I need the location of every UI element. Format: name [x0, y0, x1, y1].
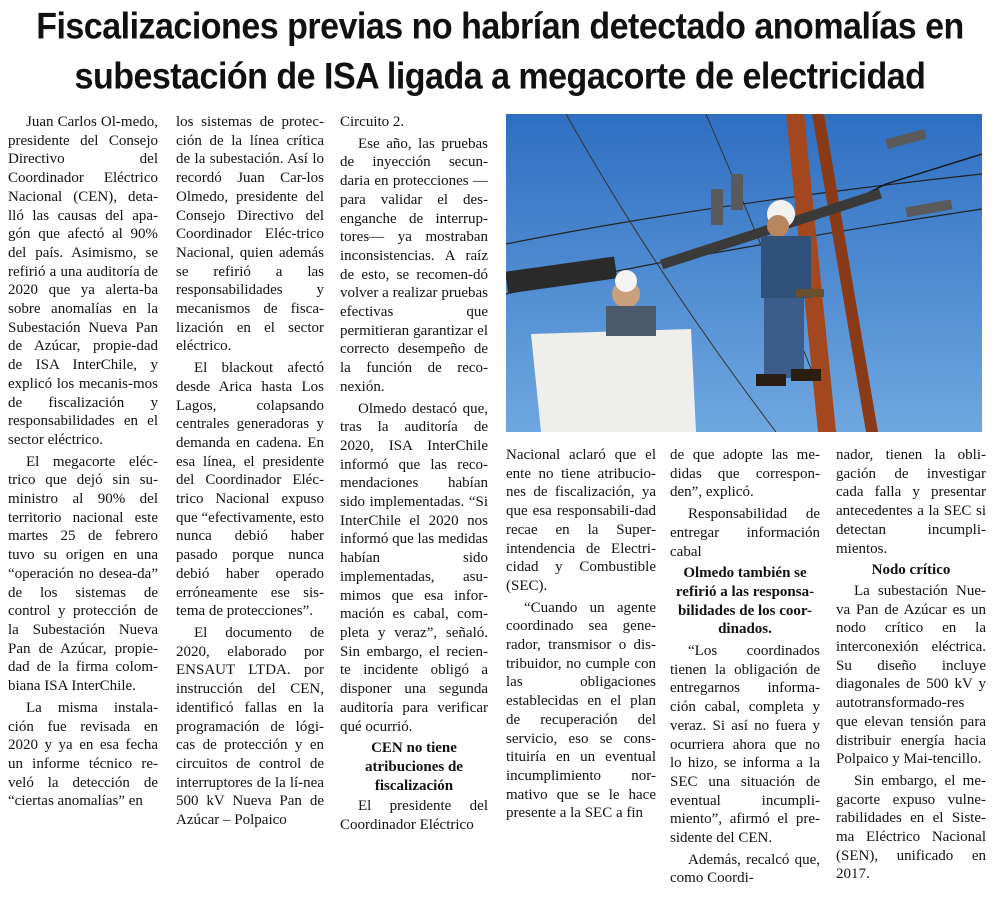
paragraph: de que adopte las me-didas que correspon-den”, explicó. [670, 447, 820, 501]
article-column-1 [8, 113, 158, 814]
paragraph: La subestación Nue-va Pan de Azúcar es un nodo crítico en la interconexión eléctrica. Su diseño incluye diagonales de 500 kV y autotransformado-res que elevan tensión para distribuir energía hacia Polpaico y Mai-tencillo. [836, 582, 986, 768]
article-column-5 [670, 446, 820, 891]
paragraph: Circuito 2. [340, 114, 405, 130]
lineman-photo-icon [506, 114, 982, 432]
paragraph: Sin embargo, el me-gacorte expuso vulne-rabilidades en el Siste-ma Eléctrico Nacional (SEN), unificado en 2017. [836, 772, 986, 883]
paragraph: los sistemas de protec-ción de la línea crítica de la subestación. Así lo recordó Juan Car-los Olmedo, presidente del Consejo Directivo del Coordinador Eléc-trico Nacional, quien además se refirió a las responsabilidades y mecanismos de fisca-lización en el sector eléctrico. [176, 114, 324, 355]
paragraph: Además, recalcó que, como Coordi- [670, 851, 820, 887]
article-column-6 [836, 446, 986, 887]
paragraph: nador, tienen la obli-gación de investigar cada falla y presentar antecedentes a la SEC si detectan incumpli-mientos. [836, 447, 986, 557]
paragraph: La misma instala-ción fue revisada en 2020 y ya en esa fecha un informe técnico re-veló la detección de “ciertas anomalías” en [8, 699, 158, 810]
article-column-2 [176, 113, 324, 833]
paragraph: Responsabilidad de entregar información cabal [670, 506, 820, 560]
headline: Fiscalizaciones previas no habrían detectado anomalías en subestación de ISA ligada a megacorte de electricidad [36, 6, 964, 98]
article-column-3 [340, 113, 488, 838]
subheading-cen-fiscalizacion: CEN no tiene atribuciones de fiscalización [365, 740, 463, 794]
paragraph: Juan Carlos Ol-medo, presidente del Consejo Directivo del Coordinador Eléctrico Nacional (CEN), deta-lló las causas del apa-gón que afectó al 90% del país. Asimismo, se refirió a una auditoría de 2020 que ya alerta-ba sobre anomalías en la Subestación Nueva Pan de Azúcar, propie-dad de ISA InterChile, y explicó los mecanis-mos de fiscalización y responsabilidades en el sector eléctrico. [8, 114, 158, 448]
paragraph: El blackout afectó desde Arica hasta Los Lagos, colapsando centrales generadoras y demanda en cadena. En esa línea, el presidente del Coordinador Eléc-trico Nacional expuso que “efectivamente, esto nunca debió haber pasado porque nunca debió haber operado erróneamente ese sis-tema de protecciones”. [176, 360, 324, 620]
article-column-4 [506, 446, 656, 826]
paragraph: “Los coordinados tienen la obligación de entregarnos informa-ción cabal, completa y veraz. Si así no fuera y ocurriera ahora que no lo hizo, se informa a la SEC una situación de eventual incumpli-miento”, afirmó el pre-sidente del CEN. [670, 643, 820, 847]
lead-paragraph: Olmedo también se refirió a las responsa-bilidades de los coor-dinados. [675, 565, 815, 638]
paragraph: Olmedo destacó que, tras la auditoría de 2020, ISA InterChile informó que las reco-mendaciones habían sido implementadas. “Si InterChile el 2020 nos informó que las medidas habían sido implementadas, asu-mimos que esa infor-mación es cabal, com-pleta y veraz”, señaló. Sin embargo, el recien-te incidente obligó a disponer una segunda auditoría para verificar qué ocurrió. [340, 400, 488, 735]
paragraph: El megacorte eléc-trico que dejó sin su-ministro al 90% del territorio nacional este martes 25 de febrero tuvo su origen en una “operación no desea-da” de los sistemas de control y protección de la Subestación Nueva Pan de Azúcar, propie-dad de la firma colom-biana ISA InterChile. [8, 453, 158, 695]
paragraph: Ese año, las pruebas de inyección secun-daria en protecciones —para validar el des-enganche de interrup-tores— ya mostraban inconsistencias. A raíz de esto, se recomen-dó volver a realizar pruebas efectivas que permitieran garantizar el correcto desempeño de la función de reco-nexión. [340, 135, 488, 395]
paragraph: El documento de 2020, elaborado por ENSAUT LTDA. por instrucción del CEN, identificó fallas en la programación de lógi-cas de protección y en circuitos de control de interruptores de la lí-nea 500 kV Nueva Pan de Azúcar – Polpaico [176, 624, 324, 829]
paragraph: Nacional aclaró que el ente no tiene atribucio-nes de fiscalización, ya que esa responsabili-dad recae en la Super-intendencia de Electri-cidad y Combustible (SEC). [506, 447, 656, 594]
subheading-nodo-critico: Nodo crítico [871, 562, 951, 579]
paragraph: El presidente del Coordinador Eléctrico [340, 798, 488, 834]
photo-illustration [506, 114, 982, 432]
paragraph: “Cuando un agente coordinado sea gene-rador, transmisor o dis-tribuidor, no cumple con las obligaciones establecidas en el plan de recuperación del servicio, eso se cons-tituiría en un eventual incumplimiento nor-mativo que se le hace presente a la SEC a fin [506, 599, 656, 822]
